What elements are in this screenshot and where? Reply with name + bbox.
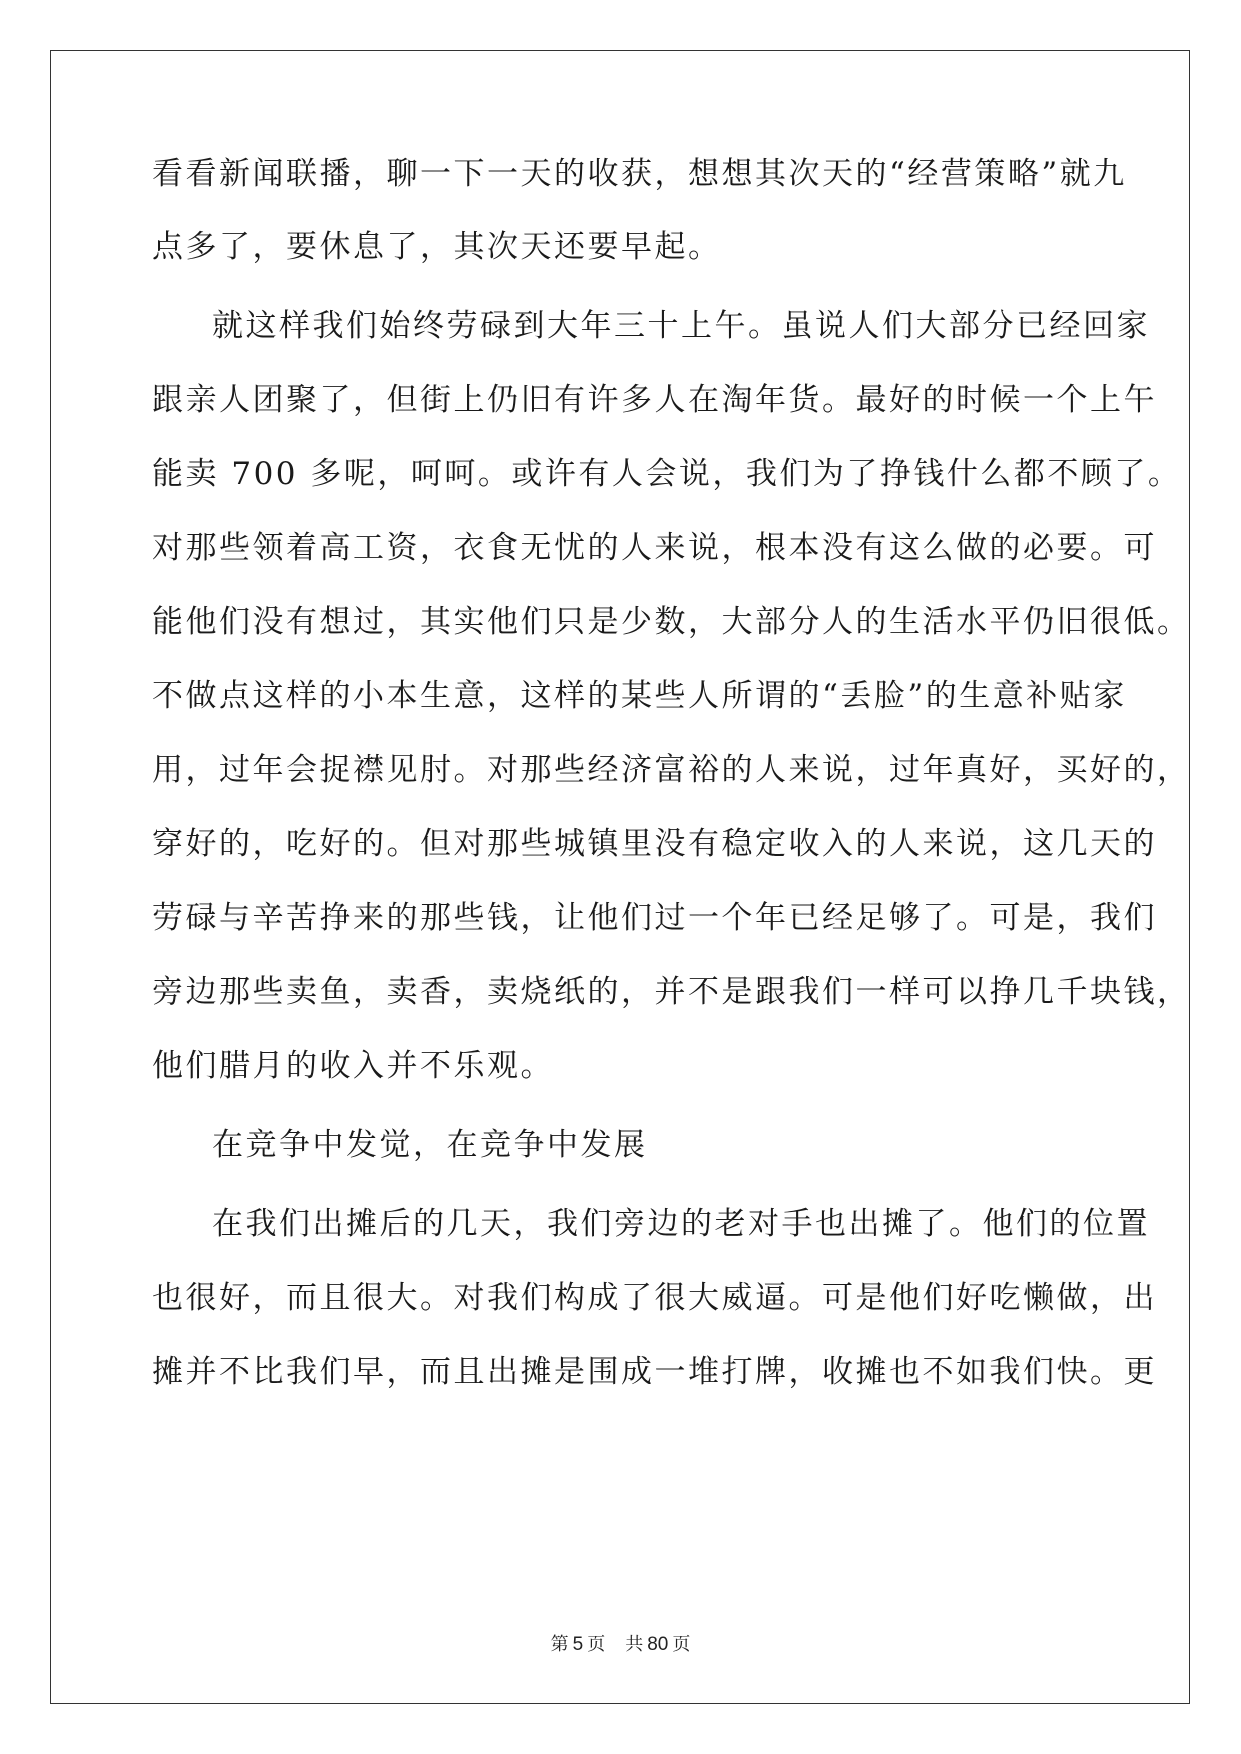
total-prefix: 共 <box>625 1634 644 1655</box>
text-line: 也很好，而且很大。对我们构成了很大威逼。可是他们好吃懒做，出 <box>152 1280 1157 1316</box>
text-line: 用，过年会捉襟见肘。对那些经济富裕的人来说，过年真好，买好的， <box>152 752 1191 788</box>
page-footer <box>0 1633 1241 1657</box>
page-total: 80 <box>647 1634 669 1655</box>
text-line: 能他们没有想过，其实他们只是少数，大部分人的生活水平仍旧很低。 <box>152 604 1191 640</box>
paragraph-first-line: 在我们出摊后的几天，我们旁边的老对手也出摊了。他们的位置 <box>212 1206 1150 1242</box>
section-heading: 在竞争中发觉，在竞争中发展 <box>212 1127 648 1163</box>
text-line: 不做点这样的小本生意，这样的某些人所谓的“丢脸”的生意补贴家 <box>152 678 1127 714</box>
paragraph-first-line: 就这样我们始终劳碌到大年三十上午。虽说人们大部分已经回家 <box>212 308 1150 344</box>
text-line: 对那些领着高工资，衣食无忧的人来说，根本没有这么做的必要。可 <box>152 530 1157 566</box>
page-current: 5 <box>572 1634 584 1655</box>
text-line: 穿好的，吃好的。但对那些城镇里没有稳定收入的人来说，这几天的 <box>152 826 1157 862</box>
text-line: 能卖 700 多呢，呵呵。或许有人会说，我们为了挣钱什么都不顾了。 <box>152 456 1182 492</box>
text-line: 跟亲人团聚了，但街上仍旧有许多人在淘年货。最好的时候一个上午 <box>152 382 1157 418</box>
total-suffix: 页 <box>672 1634 691 1655</box>
text-line: 劳碌与辛苦挣来的那些钱，让他们过一个年已经足够了。可是，我们 <box>152 900 1157 936</box>
text-line: 旁边那些卖鱼，卖香，卖烧纸的，并不是跟我们一样可以挣几千块钱， <box>152 974 1191 1010</box>
page-border <box>50 50 1190 1704</box>
text-line: 他们腊月的收入并不乐观。 <box>152 1048 554 1084</box>
page-prefix: 第 <box>550 1634 569 1655</box>
text-line: 摊并不比我们早，而且出摊是围成一堆打牌，收摊也不如我们快。更 <box>152 1354 1157 1390</box>
text-line: 看看新闻联播，聊一下一天的收获，想想其次天的“经营策略”就九 <box>152 156 1127 192</box>
page-suffix: 页 <box>587 1634 606 1655</box>
text-line: 点多了，要休息了，其次天还要早起。 <box>152 229 722 265</box>
